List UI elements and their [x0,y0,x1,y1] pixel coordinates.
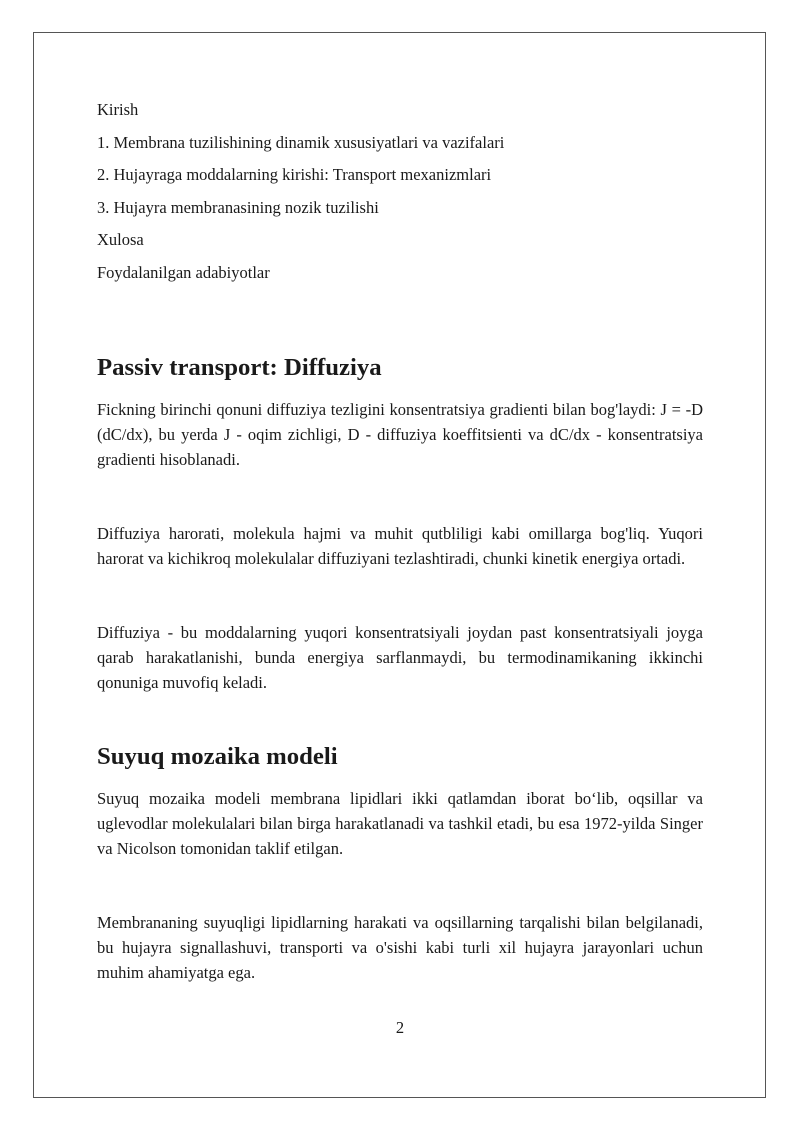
paragraph-membrane-fluidity: Membrananing suyuqligi lipidlarning harakati va oqsillarning tarqalishi bilan belgilanadi, bu hujayra signallashuvi, transporti va o'sishi kabi turli xil hujayra jarayonlari uchun muhim ahamiyatga ega. [97,913,703,982]
paragraph-diffusion-factors: Diffuziya harorati, molekula hajmi va muhit qutbliligi kabi omillarga bog'liq. Yuqori harorat va kichikroq molekulalar diffuziyani tezlashtiradi, chunki kinetik energiya ortadi. [97,524,703,568]
document-body [97,94,703,985]
section-heading-fluid-mosaic: Suyuq mozaika modeli [97,743,338,770]
toc-item-chapter-3: 3. Hujayra membranasining nozik tuzilishi [97,197,379,217]
toc-item-introduction: Kirish [97,100,139,119]
table-of-contents [97,94,703,289]
page-number: 2 [395,1018,405,1037]
toc-item-references: Foydalanilgan adabiyotlar [97,262,270,282]
paragraph-diffusion-definition: Diffuziya - bu moddalarning yuqori konsentratsiyali joydan past konsentratsiyali joyga qarab harakatlanishi, bunda energiya sarflanmaydi, bu termodinamikaning ikkinchi qonuniga muvofiq keladi. [97,623,703,692]
section-heading-diffusion: Passiv transport: Diffuziya [97,354,382,381]
toc-item-conclusion: Xulosa [97,230,144,249]
paragraph-fick-law: Fickning birinchi qonuni diffuziya tezligini konsentratsiya gradienti bilan bog'laydi: J = -D (dC/dx), bu yerda J - oqim zichligi, D - diffuziya koeffitsienti va dC/dx - konsentratsiya gradienti hisoblanadi. [97,400,703,469]
toc-item-chapter-1: 1. Membrana tuzilishining dinamik xususiyatlari va vazifalari [97,132,505,152]
toc-item-chapter-2: 2. Hujayraga moddalarning kirishi: Transport mexanizmlari [97,165,492,184]
paragraph-fluid-mosaic-model: Suyuq mozaika modeli membrana lipidlari ikki qatlamdan iborat bo‘lib, oqsillar va uglevodlar molekulalari bilan birga harakatlanadi va tashkil etadi, bu esa 1972-yilda Singer va Nicolson tomonidan taklif etilgan. [97,789,703,858]
